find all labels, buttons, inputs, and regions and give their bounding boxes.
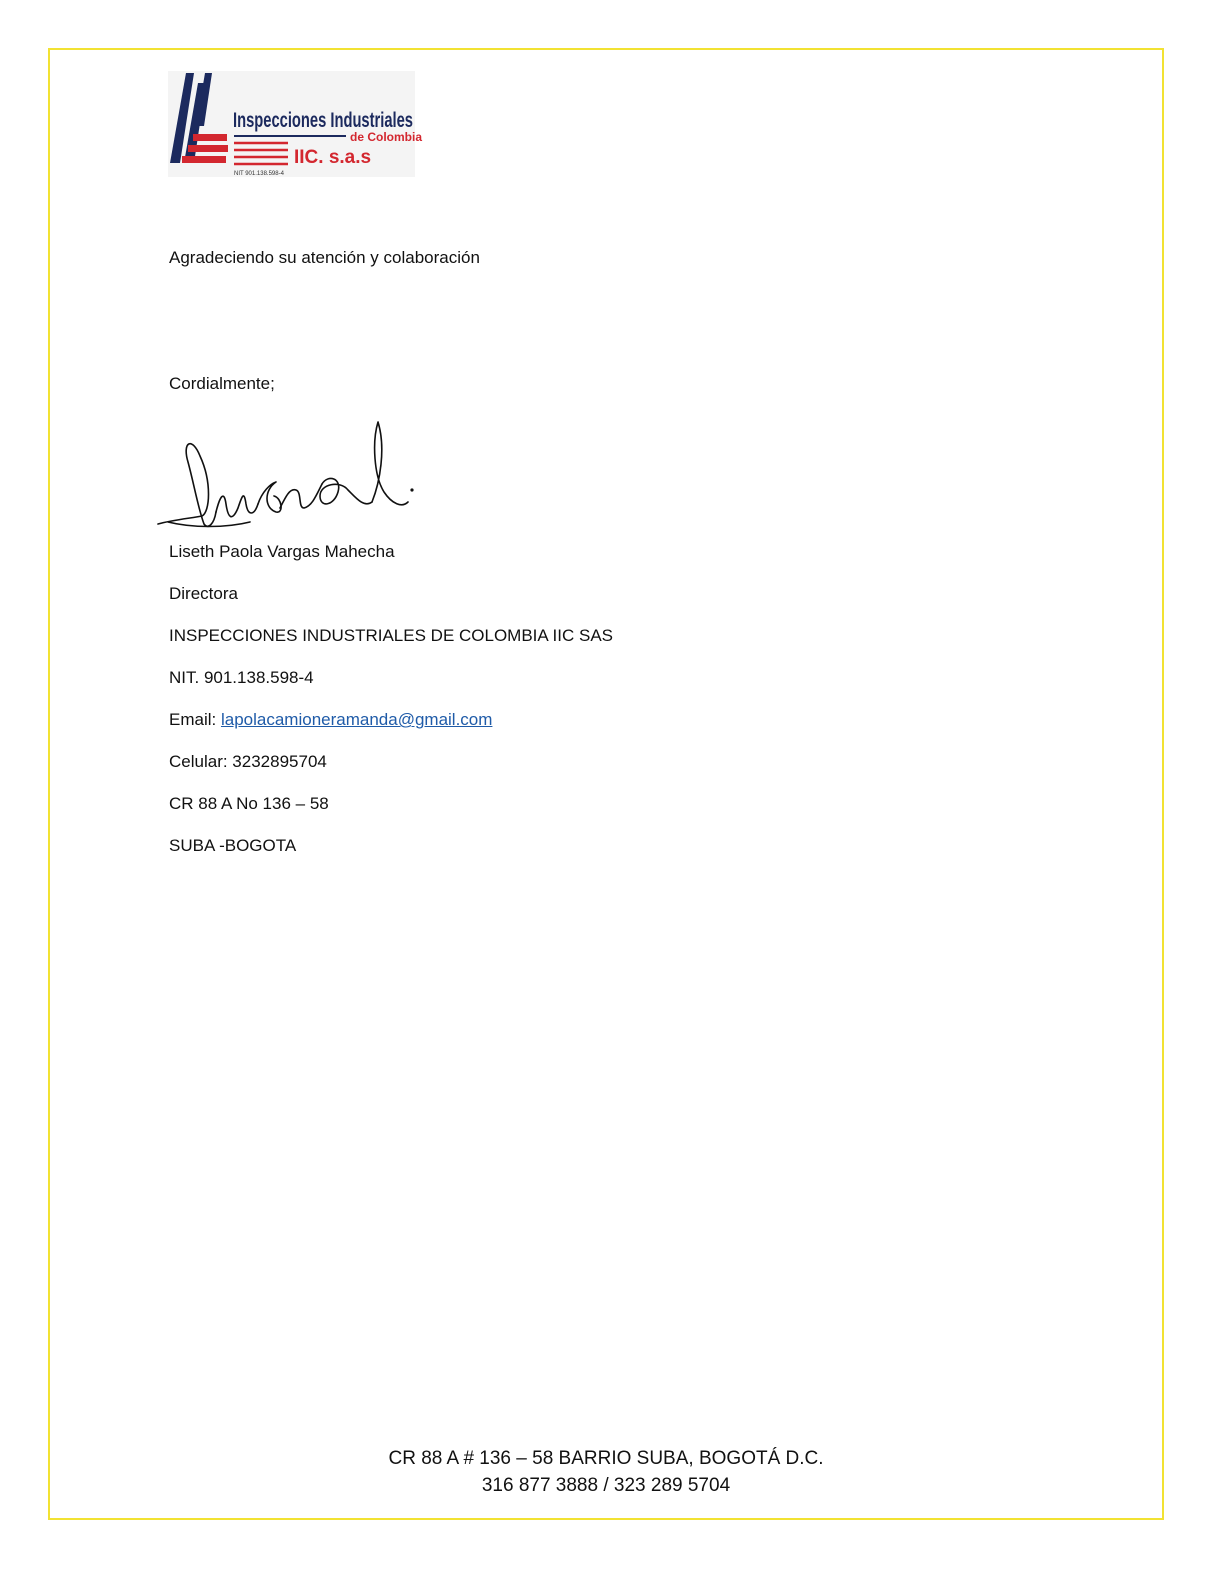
signer-role: Directora: [169, 584, 238, 603]
footer-phones: 316 877 3888 / 323 289 5704: [481, 1475, 731, 1496]
signer-name: Liseth Paola Vargas Mahecha: [169, 542, 395, 561]
closing-text: Cordialmente;: [169, 374, 275, 393]
signer-company: INSPECCIONES INDUSTRIALES DE COLOMBIA IIC SAS: [169, 626, 613, 645]
signer-nit: NIT. 901.138.598-4: [169, 668, 314, 687]
signer-address: CR 88 A No 136 – 58: [169, 794, 329, 813]
signer-phone: Celular: 3232895704: [169, 752, 327, 771]
thanks-text: Agradeciendo su atención y colaboración: [169, 248, 480, 267]
company-logo: [168, 71, 423, 177]
logo-name: Inspecciones Industriales: [233, 109, 413, 132]
email-label: Email:: [169, 710, 221, 729]
logo-nit: NIT 901.138.598-4: [234, 171, 284, 177]
email-link[interactable]: lapolacamioneramanda@gmail.com: [220, 710, 493, 729]
logo-abbr: IIC. s.a.s: [294, 147, 372, 168]
footer-address: CR 88 A # 136 – 58 BARRIO SUBA, BOGOTÁ D.C.: [388, 1448, 824, 1469]
logo-subtitle: de Colombia: [350, 130, 423, 144]
signer-city: SUBA -BOGOTA: [169, 836, 297, 855]
page-border: [48, 48, 1164, 1520]
signer-email-line: [169, 710, 492, 730]
signature-icon: [152, 412, 422, 537]
